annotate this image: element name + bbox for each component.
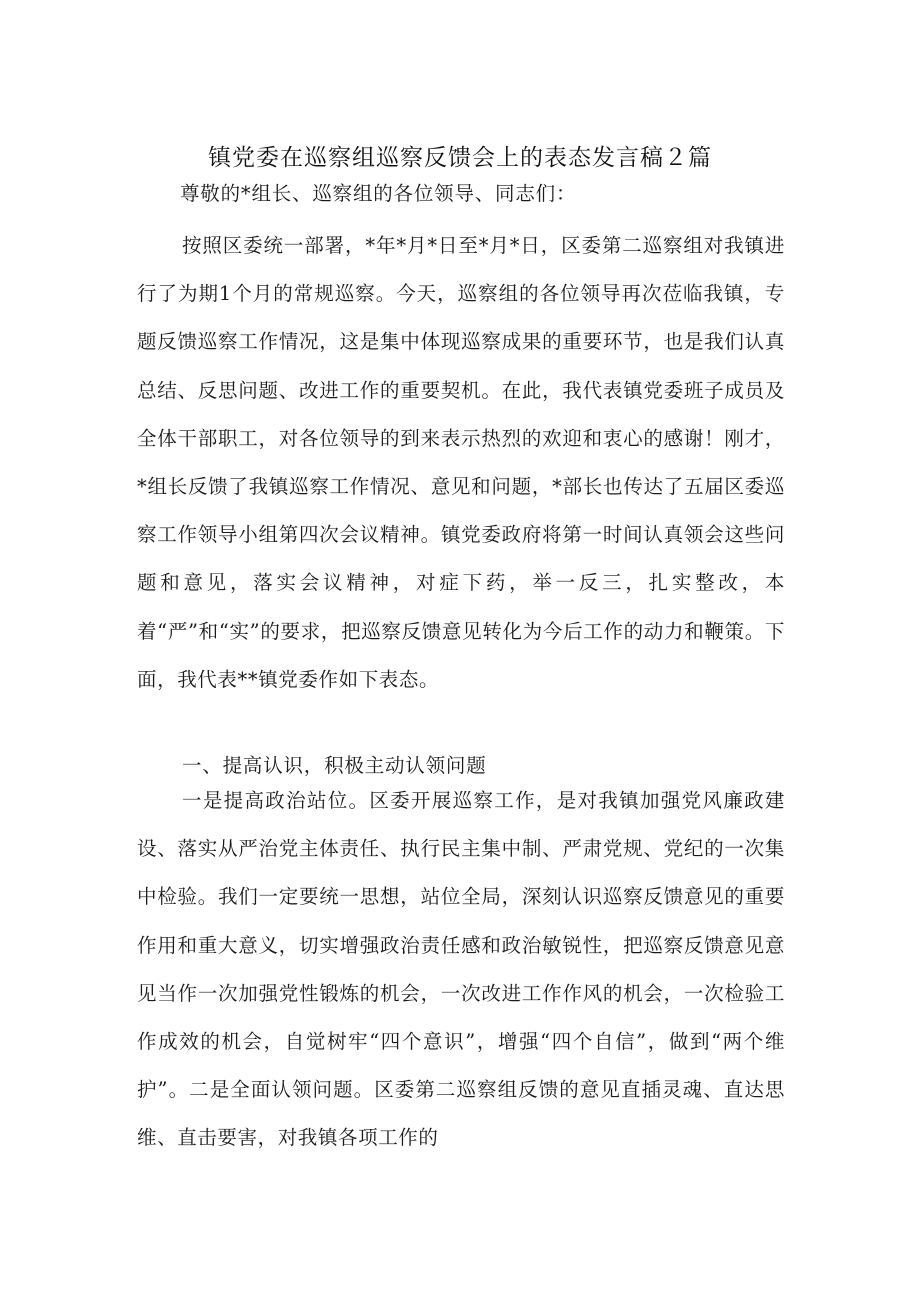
paragraph-block-1: [137, 222, 785, 704]
salutation: 尊敬的*组长、巡察组的各位领导、同志们：: [180, 182, 577, 205]
document-title: 镇党委在巡察组巡察反馈会上的表态发言稿２篇: [208, 145, 712, 171]
section-heading: 一、提高认识，积极主动认领问题: [182, 754, 487, 777]
paragraph-2: 一是提高政治站位。区委开展巡察工作，是对我镇加强党风廉政建设、落实从严治党主体责任、执行民主集中制、严肃党规、党纪的一次集中检验。我们一定要统一思想，站位全局，深刻认识巡察反馈意见的重要作用和重大意义，切实增强政治责任感和政治敏锐性，把巡察反馈意见意见当作一次加强党性锻炼的机会，一次改进工作作风的机会，一次检验工作成效的机会，自觉树牢“四个意识”，增强“四个自信”，做到“两个维护”。二是全面认领问题。区委第二巡察组反馈的意见直插灵魂、直达思维、直击要害，对我镇各项工作的: [137, 789, 785, 1150]
paragraph-block-2: [137, 777, 785, 1163]
paragraph-1: 按照区委统一部署，*年*月*日至*月*日，区委第二巡察组对我镇进行了为期1个月的常规巡察。今天，巡察组的各位领导再次莅临我镇，专题反馈巡察工作情况，这是集中体现巡察成果的重要环节，也是我们认真总结、反思问题、改进工作的重要契机。在此，我代表镇党委班子成员及全体干部职工，对各位领导的到来表示热烈的欢迎和衷心的感谢！刚才，*组长反馈了我镇巡察工作情况、意见和问题，*部长也传达了五届区委巡察工作领导小组第四次会议精神。镇党委政府将第一时间认真领会这些问题和意见，落实会议精神，对症下药，举一反三，扎实整改，本着“严”和“实”的要求，把巡察反馈意见转化为今后工作的动力和鞭策。下面，我代表**镇党委作如下表态。: [137, 234, 785, 691]
